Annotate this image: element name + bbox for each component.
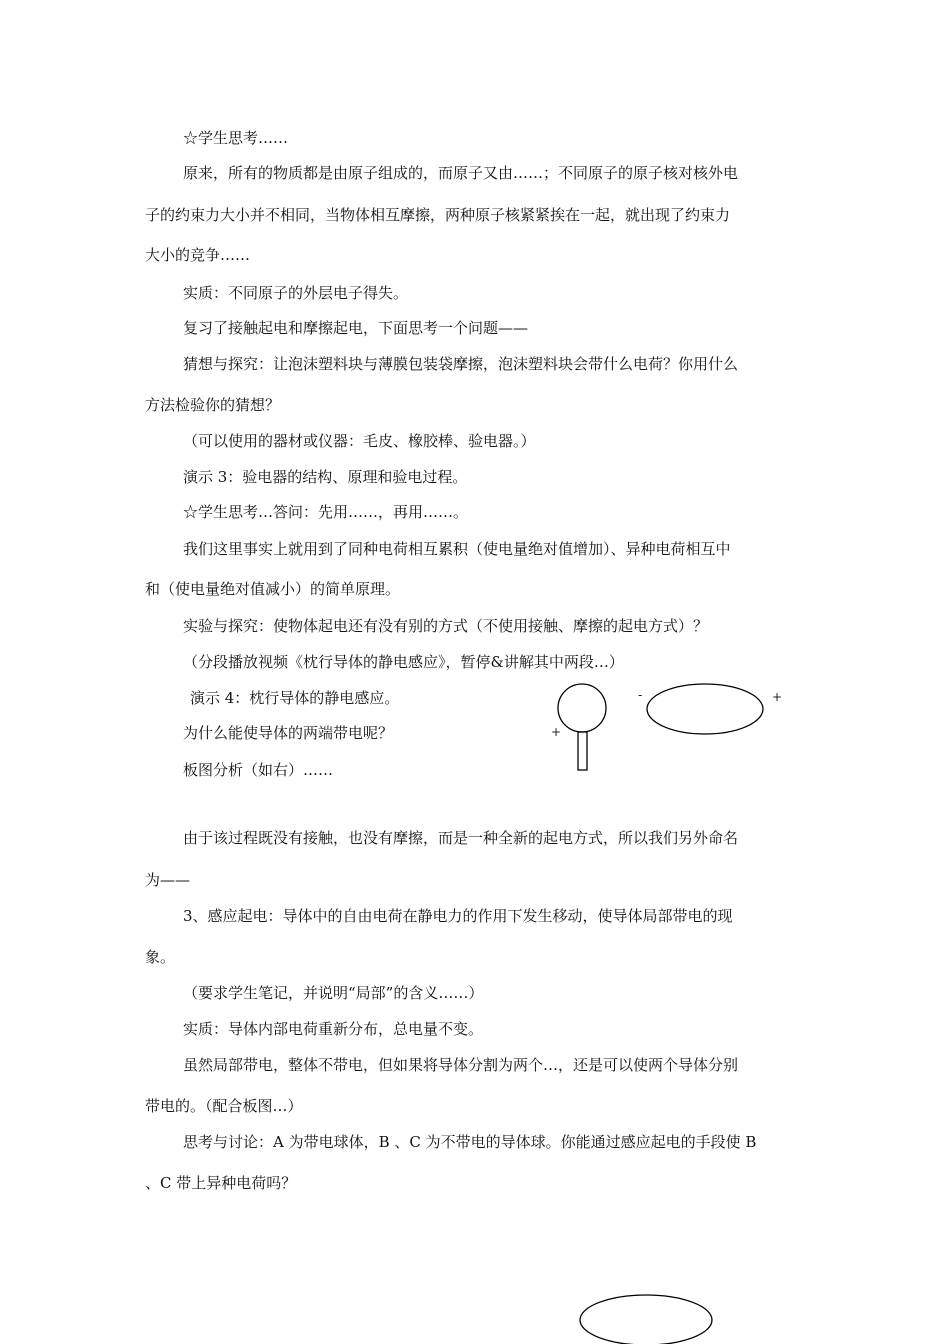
paragraph-essence-1: 实质：不同原子的外层电子得失。 [183, 284, 409, 302]
paragraph-demo-3: 演示 3：验电器的结构、原理和验电过程。 [183, 468, 468, 486]
paragraph-video-note: （分段播放视频《枕行导体的静电感应》，暂停&讲解其中两段…） [183, 653, 624, 671]
paragraph-experiment-explore: 实验与探究：使物体起电还有没有别的方式（不使用接触、摩擦的起电方式）？ [183, 617, 709, 635]
paragraph-split-conductor-line-2: 带电的。（配合板图…） [145, 1097, 303, 1115]
paragraph-student-think-2: ☆学生思考…答问：先用……，再用……。 [183, 503, 469, 521]
paragraph-why-question: 为什么能使导体的两端带电呢？ [183, 724, 394, 742]
paragraph-induction-definition-line-1: 3、感应起电：导体中的自由电荷在静电力的作用下发生移动，使导体局部带电的现 [183, 907, 733, 925]
paragraph-principle-line-1: 我们这里事实上就用到了同种电荷相互累积（使电量绝对值增加）、异种电荷相互中 [183, 540, 731, 558]
paragraph-demo-4: 演示 4：枕行导体的静电感应。 [190, 689, 400, 707]
paragraph-new-method-line-2: 为—— [145, 871, 191, 889]
paragraph-split-conductor-line-1: 虽然局部带电，整体不带电，但如果将导体分割为两个…，还是可以使两个导体分别 [183, 1056, 739, 1074]
paragraph-notes-request: （要求学生笔记，并说明“局部”的含义……） [183, 984, 484, 1002]
charged-sphere-shape [558, 684, 606, 732]
insulating-stand-shape [578, 732, 587, 770]
paragraph-atom-line-2: 子的约束力大小并不相同，当物体相互摩擦，两种原子核紧紧挨在一起，就出现了约束力 [145, 206, 731, 224]
paragraph-atom-line-1: 原来，所有的物质都是由原子组成的，而原子又由……；不同原子的原子核对核外电 [183, 164, 739, 182]
conductor-right-charge-sign: + [772, 690, 783, 704]
sphere-charge-sign: + [551, 725, 562, 739]
conductor-ball-shape [580, 1295, 712, 1344]
paragraph-equipment-note: （可以使用的器材或仪器：毛皮、橡胶棒、验电器。） [183, 432, 536, 450]
paragraph-new-method-line-1: 由于该过程既没有接触，也没有摩擦，而是一种全新的起电方式，所以我们另外命名 [183, 829, 739, 847]
paragraph-board-analysis: 板图分析（如右）…… [183, 761, 334, 779]
conductor-left-charge-sign: - [638, 688, 643, 702]
paragraph-discussion-line-1: 思考与讨论：A 为带电球体，B 、C 为不带电的导体球。你能通过感应起电的手段使 B [183, 1133, 757, 1151]
paragraph-discussion-line-2: 、C 带上异种电荷吗？ [145, 1174, 297, 1192]
pillow-conductor-shape [647, 684, 763, 734]
paragraph-induction-definition-line-2: 象。 [145, 948, 176, 966]
paragraph-student-think-1: ☆学生思考…… [183, 129, 289, 147]
paragraph-guess-explore-line-1: 猜想与探究：让泡沫塑料块与薄膜包装袋摩擦，泡沫塑料块会带什么电荷？你用什么 [183, 355, 739, 373]
paragraph-guess-explore-line-2: 方法检验你的猜想？ [145, 396, 281, 414]
paragraph-principle-line-2: 和（使电量绝对值减小）的简单原理。 [145, 580, 401, 598]
paragraph-review-question: 复习了接触起电和摩擦起电，下面思考一个问题—— [183, 319, 529, 337]
paragraph-atom-line-3: 大小的竞争…… [145, 246, 251, 264]
paragraph-essence-2: 实质：导体内部电荷重新分布，总电量不变。 [183, 1020, 484, 1038]
